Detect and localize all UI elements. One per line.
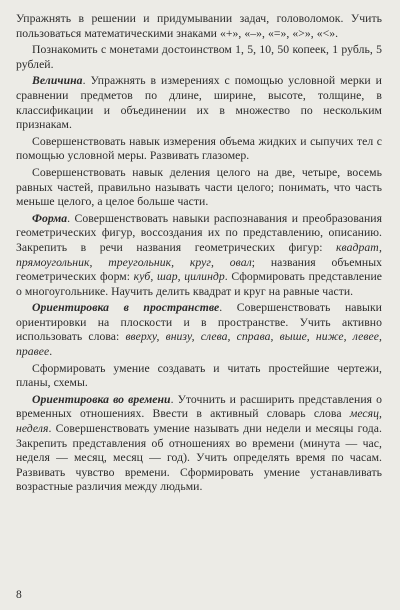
paragraph xyxy=(16,301,382,359)
text-body xyxy=(16,12,382,495)
italic-term-list: куб, шар, цилиндр xyxy=(133,270,225,284)
paragraph-text: . xyxy=(49,345,53,359)
page-number: 8 xyxy=(16,589,22,601)
paragraph-text: ; названия объемных геометрических форм: xyxy=(16,255,382,284)
paragraph-text: Совершенствовать навык деления целого на две, четыре, восемь равных частей, правильно называть части целого; понимать, что часть меньше целого, а целое больше части. xyxy=(16,165,382,209)
paragraph-text: . Упражнять в измерениях с помощью условной мерки и сравнении предметов по длине, ширине, высоте, толщине, в классификации и объединении их в множество по нескольким признакам. xyxy=(16,74,382,132)
paragraph xyxy=(16,362,382,391)
paragraph xyxy=(16,12,382,41)
section-term: Величина xyxy=(32,74,83,88)
paragraph-text: . Уточнить и расширить представления о временных отношениях. Ввести в активный словарь слова xyxy=(16,392,382,421)
paragraph xyxy=(16,43,382,72)
paragraph-text: . Совершенствовать навыки распознавания и преобразования геометрических фигур, воссоздания их по представлению, описанию. Закрепить в речи названия геометрических фигур: xyxy=(16,211,382,254)
paragraph-text: Совершенствовать навык измерения объема жидких и сыпучих тел с помощью условной меры. Развивать глазомер. xyxy=(16,134,382,163)
section-term: Ориентировка во времени xyxy=(32,392,171,406)
paragraph-text: . Совершенствовать умение называть дни недели и месяцы года. Закрепить представления об отношениях во времени (минута — час, неделя — месяц, месяц — год). Учить определять время по часам. Развивать чувство времени. Сформировать умение устанавливать возрастные различия между людьми. xyxy=(16,422,382,494)
italic-term-list: квадрат, прямоугольник, треугольник, круг, овал xyxy=(16,240,382,269)
paragraph xyxy=(16,74,382,132)
section-term: Форма xyxy=(32,211,68,225)
paragraph xyxy=(16,212,382,300)
paragraph-text: Упражнять в решении и придумывании задач, головоломок. Учить пользоваться математическими знаками «+», «–», «=», «>», «<». xyxy=(16,12,382,40)
paragraph-text: . Совершенствовать навыки ориентировки на плоскости и в пространстве. Учить активно использовать слова: xyxy=(16,301,382,344)
paragraph xyxy=(16,166,382,210)
paragraph-text: . Сформировать представление о многоугольнике. Научить делить квадрат и круг на равные части. xyxy=(16,270,382,298)
italic-term-list: месяц, неделя xyxy=(16,407,382,436)
paragraph-text: Сформировать умение создавать и читать простейшие чертежи, планы, схемы. xyxy=(16,361,382,390)
section-term: Ориентировка в пространстве xyxy=(32,301,220,315)
paragraph-text: Познакомить с монетами достоинством 1, 5, 10, 50 копеек, 1 рубль, 5 рублей. xyxy=(16,43,382,71)
paragraph xyxy=(16,135,382,164)
paragraph xyxy=(16,393,382,495)
italic-term-list: вверху, внизу, слева, справа, выше, ниже, левее, правее xyxy=(16,330,382,359)
